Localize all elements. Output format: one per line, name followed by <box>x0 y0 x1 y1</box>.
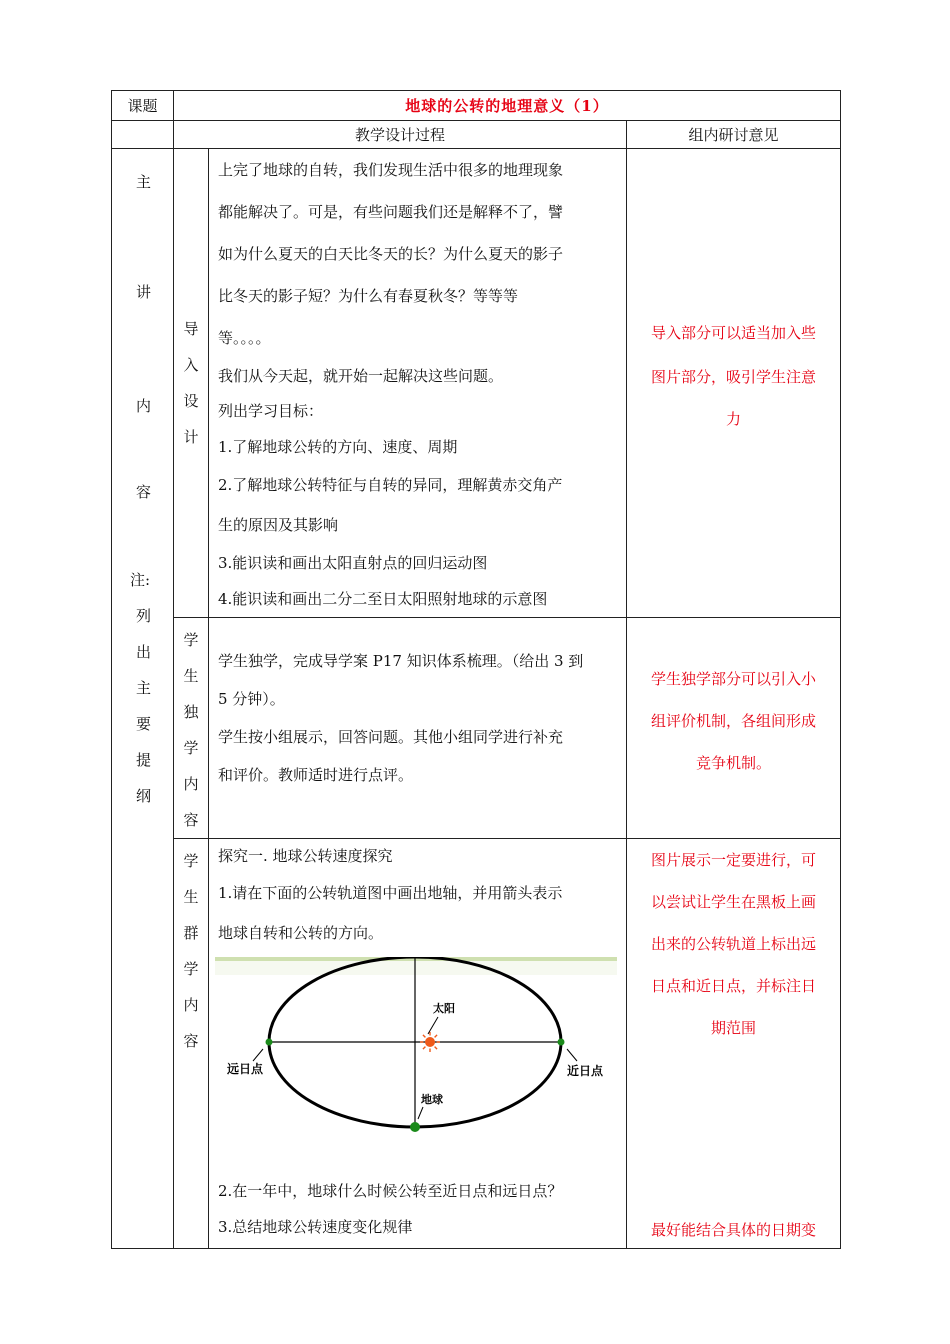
label-char: 生 <box>183 888 199 906</box>
sun-ray <box>435 1047 437 1049</box>
group-study-opinion <box>627 839 841 1249</box>
label-char: 生 <box>183 667 199 685</box>
lesson-title: 地球的公转的地理意义（1） <box>174 91 841 121</box>
opinion-line: 竞争机制。 <box>696 754 772 772</box>
sun-ray <box>435 1035 437 1037</box>
main-content-label-cell <box>112 149 174 1249</box>
label-char: 入 <box>183 356 199 374</box>
intro-design-content <box>209 149 627 618</box>
text-line: 3.能识读和画出太阳直射点的回归运动图 <box>218 554 488 572</box>
label-char: 导 <box>183 320 199 338</box>
course-label: 课题 <box>112 91 174 121</box>
orbit-diagram <box>215 957 617 1147</box>
text-line: 2.了解地球公转特征与自转的异同，理解黄赤交角产 <box>218 476 563 494</box>
text-line: 1.了解地球公转的方向、速度、周期 <box>218 438 458 456</box>
side-char: 提 <box>136 751 152 769</box>
label-char: 独 <box>183 703 199 721</box>
side-char: 主 <box>136 173 152 191</box>
earth-label: 地球 <box>421 1093 443 1106</box>
perihelion-point <box>558 1039 565 1046</box>
text-line: 5 分钟）。 <box>218 690 285 708</box>
label-char: 学 <box>183 739 199 757</box>
opinion-line-bottom: 最好能结合具体的日期变 <box>651 1221 817 1239</box>
intro-design-opinion <box>627 149 841 618</box>
opinion-line: 导入部分可以适当加入些 <box>651 324 817 342</box>
sun-ray <box>423 1035 425 1037</box>
side-char: 容 <box>136 483 152 501</box>
side-char: 列 <box>136 607 152 625</box>
sun-ray <box>423 1047 425 1049</box>
opinion-line: 学生独学部分可以引入小 <box>651 670 817 688</box>
aphelion-point <box>266 1039 273 1046</box>
opinion-line: 图片部分，吸引学生注意 <box>651 368 817 386</box>
text-line: 生的原因及其影响 <box>218 516 339 534</box>
text-line: 学生独学，完成导学案 P17 知识体系梳理。（给出 3 到 <box>218 652 584 670</box>
text-line: 3.总结地球公转速度变化规律 <box>218 1218 413 1236</box>
text-line: 4.能识读和画出二分二至日太阳照射地球的示意图 <box>218 590 548 608</box>
label-char: 内 <box>183 996 199 1014</box>
text-line: 都能解决了。可是，有些问题我们还是解释不了，譬 <box>218 203 564 221</box>
column-header-row <box>112 121 841 149</box>
opinion-line: 出来的公转轨道上标出远 <box>651 935 817 953</box>
intro-design-label <box>174 149 209 618</box>
opinion-line: 日点和近日点，并标注日 <box>651 977 817 995</box>
earth-pointer-line <box>418 1107 423 1119</box>
side-char: 要 <box>136 715 152 733</box>
side-char: 内 <box>136 397 152 415</box>
side-char: 纲 <box>136 787 152 805</box>
text-line: 学生按小组展示，回答问题。其他小组同学进行补充 <box>218 728 564 746</box>
aphelion-pointer-line <box>253 1049 263 1061</box>
text-line: 等。。。。 <box>218 329 271 347</box>
side-char: 讲 <box>136 283 152 301</box>
opinion-line: 图片展示一定要进行，可 <box>651 851 817 869</box>
text-line: 比冬天的影子短？为什么有春夏秋冬？等等等 <box>218 287 519 305</box>
perihelion-label: 近日点 <box>567 1064 604 1078</box>
side-char: 主 <box>136 679 152 697</box>
label-char: 计 <box>183 428 199 446</box>
blank-header-cell <box>112 121 174 149</box>
text-line: 和评价。教师适时进行点评。 <box>218 766 414 784</box>
label-char: 容 <box>183 1032 199 1050</box>
sun-icon <box>420 1032 440 1052</box>
group-opinion-header: 组内研讨意见 <box>627 121 841 149</box>
side-char: 注: <box>130 571 151 589</box>
self-study-opinion <box>627 618 841 839</box>
orbit-diagram-svg <box>215 957 617 1147</box>
text-line: 1.请在下面的公转轨道图中画出地轴，并用箭头表示 <box>218 884 563 902</box>
label-char: 容 <box>183 811 199 829</box>
text-line: 我们从今天起，就开始一起解决这些问题。 <box>218 367 504 385</box>
text-line: 2.在一年中，地球什么时候公转至近日点和远日点？ <box>218 1182 563 1200</box>
text-line: 探究一. 地球公转速度探究 <box>218 847 393 865</box>
title-row <box>112 91 841 121</box>
self-study-content <box>209 618 627 839</box>
label-char: 学 <box>183 852 199 870</box>
text-line: 如为什么夏天的白天比冬天的长？为什么夏天的影子 <box>218 245 564 263</box>
group-study-label <box>174 839 209 1249</box>
self-study-row <box>112 618 841 839</box>
sun-label: 太阳 <box>433 1002 455 1015</box>
group-study-content <box>209 839 627 1249</box>
side-char: 出 <box>136 643 152 661</box>
design-process-header: 教学设计过程 <box>174 121 627 149</box>
intro-design-row <box>112 149 841 618</box>
text-line: 地球自转和公转的方向。 <box>218 924 384 942</box>
opinion-line: 期范围 <box>711 1019 757 1037</box>
self-study-label <box>174 618 209 839</box>
lesson-plan-table <box>111 90 841 1249</box>
label-char: 设 <box>183 392 199 410</box>
opinion-line: 组评价机制，各组间形成 <box>651 712 817 730</box>
aphelion-label: 远日点 <box>227 1062 264 1076</box>
earth-point <box>410 1122 420 1132</box>
opinion-line: 以尝试让学生在黑板上画 <box>651 893 817 911</box>
opinion-line: 力 <box>726 410 742 428</box>
label-char: 学 <box>183 631 199 649</box>
sun-pointer-line <box>428 1017 438 1034</box>
label-char: 学 <box>183 960 199 978</box>
green-top-band-fade <box>215 961 617 975</box>
label-char: 内 <box>183 775 199 793</box>
text-line: 列出学习目标： <box>218 402 324 420</box>
perihelion-pointer-line <box>567 1049 577 1061</box>
label-char: 群 <box>183 924 199 942</box>
group-study-row <box>112 839 841 1249</box>
text-line: 上完了地球的自转，我们发现生活中很多的地理现象 <box>218 161 564 179</box>
